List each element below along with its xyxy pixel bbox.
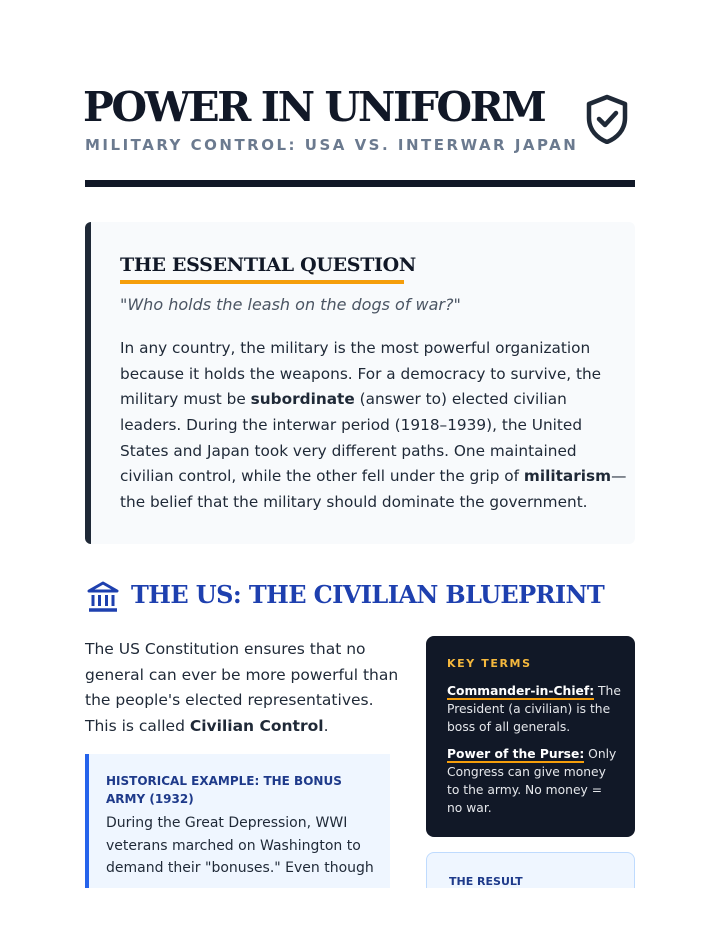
document-page xyxy=(85,0,635,932)
shield-check-icon xyxy=(585,94,629,144)
key-term-power-of-the-purse: Power of the Purse: Only Congress can give money to the army. No money = no war. xyxy=(447,747,617,815)
essential-question-heading: THE ESSENTIAL QUESTION xyxy=(120,254,416,276)
page-header xyxy=(85,84,635,164)
body-line: military must be subordinate (answer to) elected civilian xyxy=(120,390,567,409)
term-civilian-control: Civilian Control xyxy=(189,716,324,735)
us-section-heading: THE US: THE CIVILIAN BLUEPRINT xyxy=(131,580,605,609)
term-militarism: militarism xyxy=(523,467,612,486)
header-divider xyxy=(85,180,635,187)
page-bottom-margin xyxy=(0,888,720,932)
body-line: During the Great Depression, WWI xyxy=(106,815,348,831)
heading-underline xyxy=(120,280,404,284)
historical-example-heading: HISTORICAL EXAMPLE: THE BONUS ARMY (1932) xyxy=(106,774,342,806)
term-subordinate: subordinate xyxy=(250,390,355,409)
body-line: the belief that the military should dominate the government. xyxy=(120,493,588,512)
essential-question-body xyxy=(120,336,627,516)
body-line: In any country, the military is the most powerful organization xyxy=(120,339,591,357)
essential-question-card xyxy=(85,222,635,544)
body-line: because it holds the weapons. For a democracy to survive, the xyxy=(120,364,602,383)
result-heading: THE RESULT xyxy=(449,875,523,888)
body-line: demand their "bonuses." Even though xyxy=(106,860,374,876)
body-line: veterans marched on Washington to xyxy=(106,837,361,854)
body-line: civilian control, while the other fell under the grip of militarism— xyxy=(120,467,627,486)
historical-example-body xyxy=(106,812,386,880)
intro-line: The US Constitution ensures that no xyxy=(85,640,366,658)
intro-line: the people's elected representatives. xyxy=(85,691,374,709)
page-subtitle: MILITARY CONTROL: USA VS. INTERWAR JAPAN xyxy=(85,136,579,154)
key-terms-heading: KEY TERMS xyxy=(447,657,532,670)
intro-line: This is called Civilian Control. xyxy=(85,716,329,735)
body-line: leaders. During the interwar period (1918–1939), the United xyxy=(120,416,583,435)
body-line: States and Japan took very different paths. One maintained xyxy=(120,441,577,460)
bank-columns-icon xyxy=(87,580,119,614)
key-term-commander-in-chief: Commander-in-Chief: The President (a civilian) is the boss of all generals. xyxy=(447,684,621,734)
essential-question-quote: "Who holds the leash on the dogs of war?" xyxy=(120,295,461,314)
us-intro-paragraph xyxy=(85,637,399,739)
intro-line: general can ever be more powerful than xyxy=(85,665,399,684)
term-label: Commander-in-Chief: xyxy=(447,684,595,698)
term-label: Power of the Purse: xyxy=(447,747,585,761)
page-title: POWER IN UNIFORM xyxy=(83,83,545,131)
historical-example-callout xyxy=(85,754,390,888)
key-terms-card xyxy=(426,636,635,837)
